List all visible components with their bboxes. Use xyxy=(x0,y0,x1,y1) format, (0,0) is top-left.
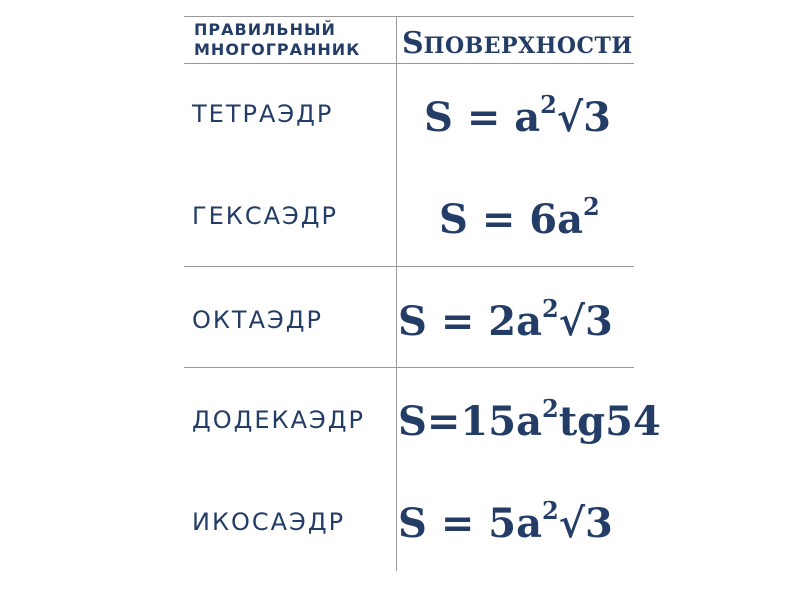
row-name-icosahedron: ИКОСАЭДР xyxy=(192,508,346,536)
formula-post: √3 xyxy=(556,94,611,141)
table-rule-1 xyxy=(184,266,634,267)
formula-exponent: 2 xyxy=(541,394,559,423)
table-rule-header xyxy=(184,63,634,64)
row-formula-dodecahedron xyxy=(398,394,661,449)
table-rule-top xyxy=(184,16,634,17)
header-surface xyxy=(402,26,633,61)
row-name-octahedron: ОКТАЭДР xyxy=(192,306,323,334)
formula-pre: S = 2a xyxy=(398,298,543,345)
header-surface-letter: S xyxy=(402,26,424,61)
formula-pre: S = a xyxy=(424,94,541,141)
header-polyhedron xyxy=(194,20,360,60)
formula-exponent: 2 xyxy=(542,496,559,525)
header-polyhedron-line2: МНОГОГРАННИК xyxy=(194,40,361,59)
row-name-dodecahedron: ДОДЕКАЭДР xyxy=(192,406,365,434)
row-name-tetrahedron: ТЕТРАЭДР xyxy=(192,100,334,128)
table-rule-2 xyxy=(184,367,634,368)
row-name-hexahedron: ГЕКСАЭДР xyxy=(192,202,338,230)
formula-post: √3 xyxy=(558,298,613,345)
row-formula-icosahedron xyxy=(398,496,613,551)
formula-post: √3 xyxy=(558,500,613,547)
table-column-divider xyxy=(396,16,397,571)
formula-post: tg54 xyxy=(558,398,661,445)
row-formula-tetrahedron xyxy=(424,90,611,145)
formula-pre: S = 5a xyxy=(398,500,543,547)
header-surface-rest: ПОВЕРХНОСТИ xyxy=(423,33,633,59)
row-formula-hexahedron xyxy=(439,192,600,247)
formula-exponent: 2 xyxy=(542,294,559,323)
formula-exponent: 2 xyxy=(583,192,600,221)
row-formula-octahedron xyxy=(398,294,613,349)
polyhedra-surface-table xyxy=(184,16,661,571)
header-polyhedron-line1: ПРАВИЛЬНЫЙ xyxy=(194,20,336,39)
formula-exponent: 2 xyxy=(540,90,557,119)
formula-pre: S = 6a xyxy=(439,196,584,243)
formula-pre: S=15a xyxy=(398,398,542,445)
